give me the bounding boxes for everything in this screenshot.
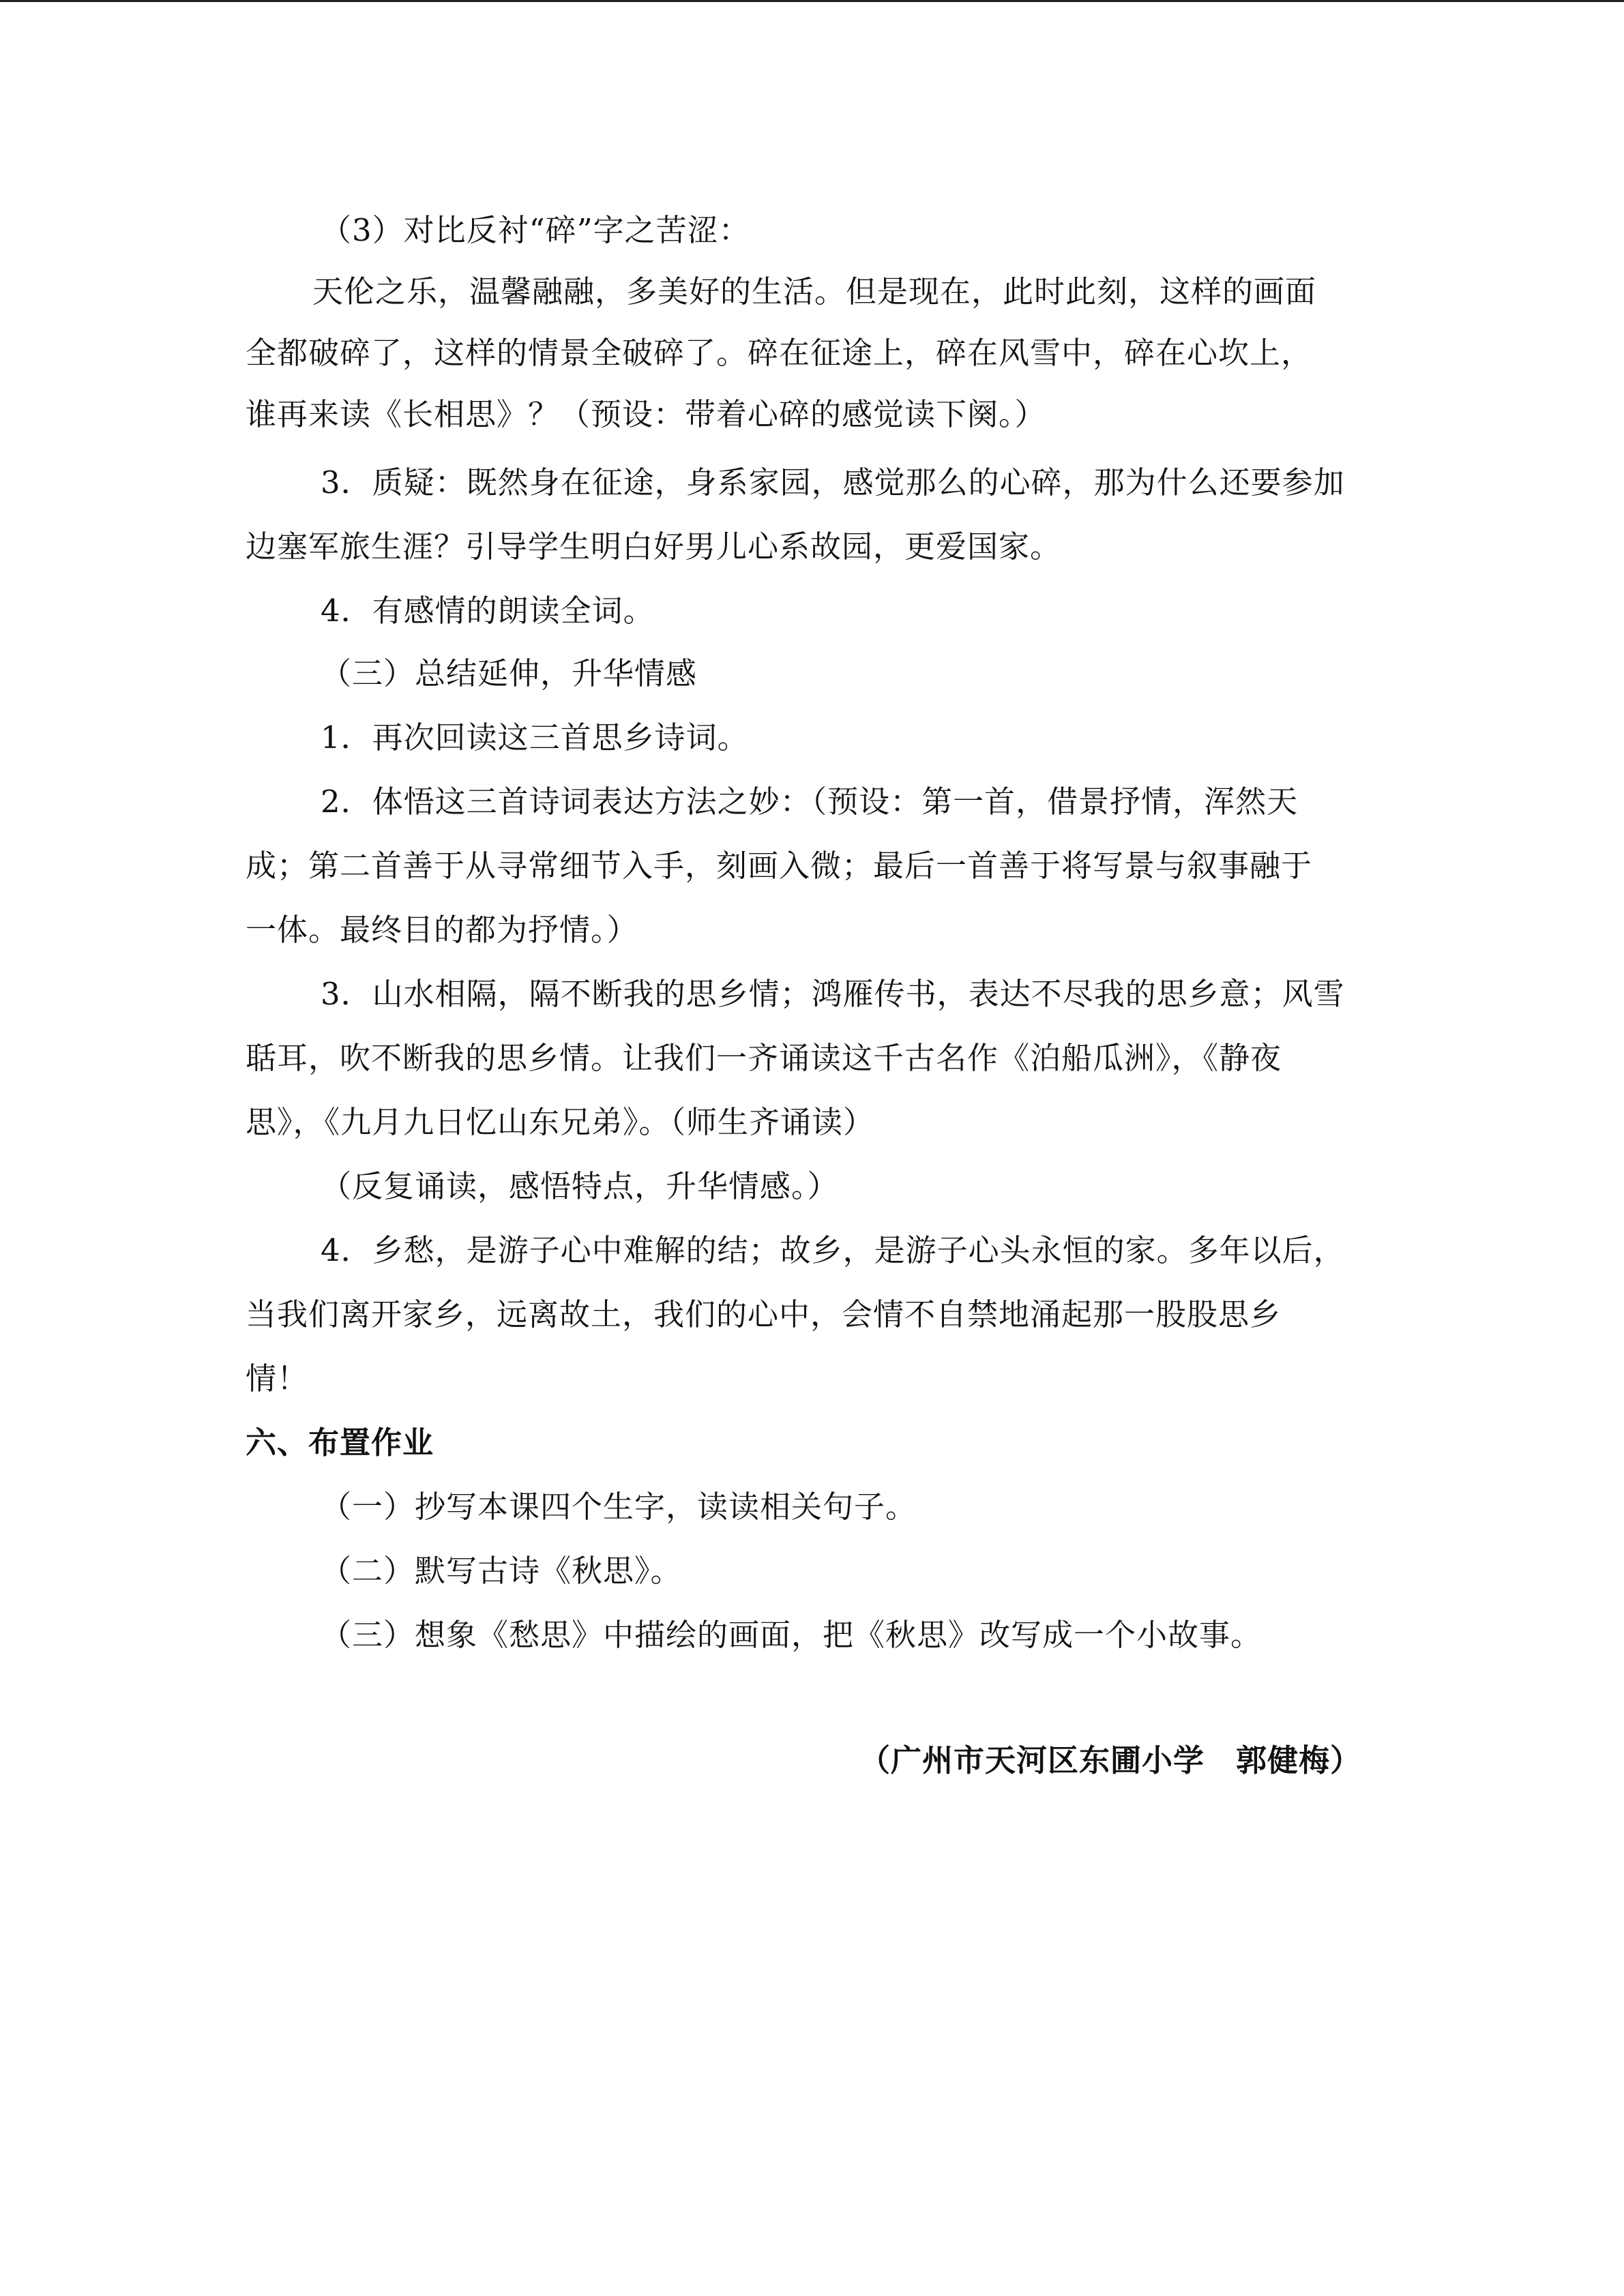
text-line-4: 谁再来读《长相思》？（预设：带着心碎的感觉读下阕。） (246, 396, 1046, 432)
text-line-14: 聒耳，吹不断我的思乡情。让我们一齐诵读这千古名作《泊船瓜洲》，《静夜 (246, 1040, 1282, 1076)
text-line-17: 4．乡愁，是游子心中难解的结；故乡，是游子心头永恒的家。多年以后， (321, 1232, 1345, 1268)
text-line-10: 2．体悟这三首诗词表达方法之妙：（预设：第一首，借景抒情，浑然天 (321, 784, 1299, 820)
text-line-2: 天伦之乐，温馨融融，多美好的生活。但是现在，此时此刻，这样的画面 (312, 273, 1317, 310)
text-line-18: 当我们离开家乡，远离故土，我们的心中，会情不自禁地涌起那一股股思乡 (246, 1296, 1282, 1332)
text-line-7: 4．有感情的朗读全词。 (321, 593, 655, 629)
text-line-12: 一体。最终目的都为抒情。） (246, 912, 638, 948)
text-line-15: 思》，《九月九日忆山东兄弟》。（师生齐诵读） (246, 1104, 875, 1140)
text-line-19: 情！ (246, 1360, 309, 1397)
homework-item-3: （三）想象《愁思》中描绘的画面，把《秋思》改写成一个小故事。 (321, 1617, 1263, 1653)
text-line-1: （3）对比反衬“碎”字之苦涩： (321, 212, 750, 248)
text-line-6: 边塞军旅生涯？引导学生明白好男儿心系故园，更爱国家。 (246, 528, 1062, 565)
text-line-9: 1．再次回读这三首思乡诗词。 (321, 719, 749, 756)
text-line-5: 3．质疑：既然身在征途，身系家园，感觉那么的心碎，那为什么还要参加 (321, 464, 1345, 501)
page-top-border (0, 0, 1624, 2)
text-line-3: 全都破碎了，这样的情景全破碎了。碎在征途上，碎在风雪中，碎在心坎上， (246, 335, 1313, 371)
text-line-13: 3．山水相隔，隔不断我的思乡情；鸿雁传书，表达不尽我的思乡意；风雪 (321, 976, 1345, 1012)
text-line-16: （反复诵读，感悟特点，升华情感。） (321, 1168, 839, 1204)
author-signature: （广州市天河区东圃小学 郭健梅） (859, 1742, 1362, 1778)
section-heading-homework: 六、布置作业 (246, 1425, 434, 1461)
homework-item-1: （一）抄写本课四个生字，读读相关句子。 (321, 1489, 917, 1525)
homework-item-2: （二）默写古诗《秋思》。 (321, 1553, 682, 1589)
text-line-11: 成；第二首善于从寻常细节入手，刻画入微；最后一首善于将写景与叙事融于 (246, 848, 1313, 884)
section-subtitle-summary: （三）总结延伸，升华情感 (321, 655, 698, 691)
